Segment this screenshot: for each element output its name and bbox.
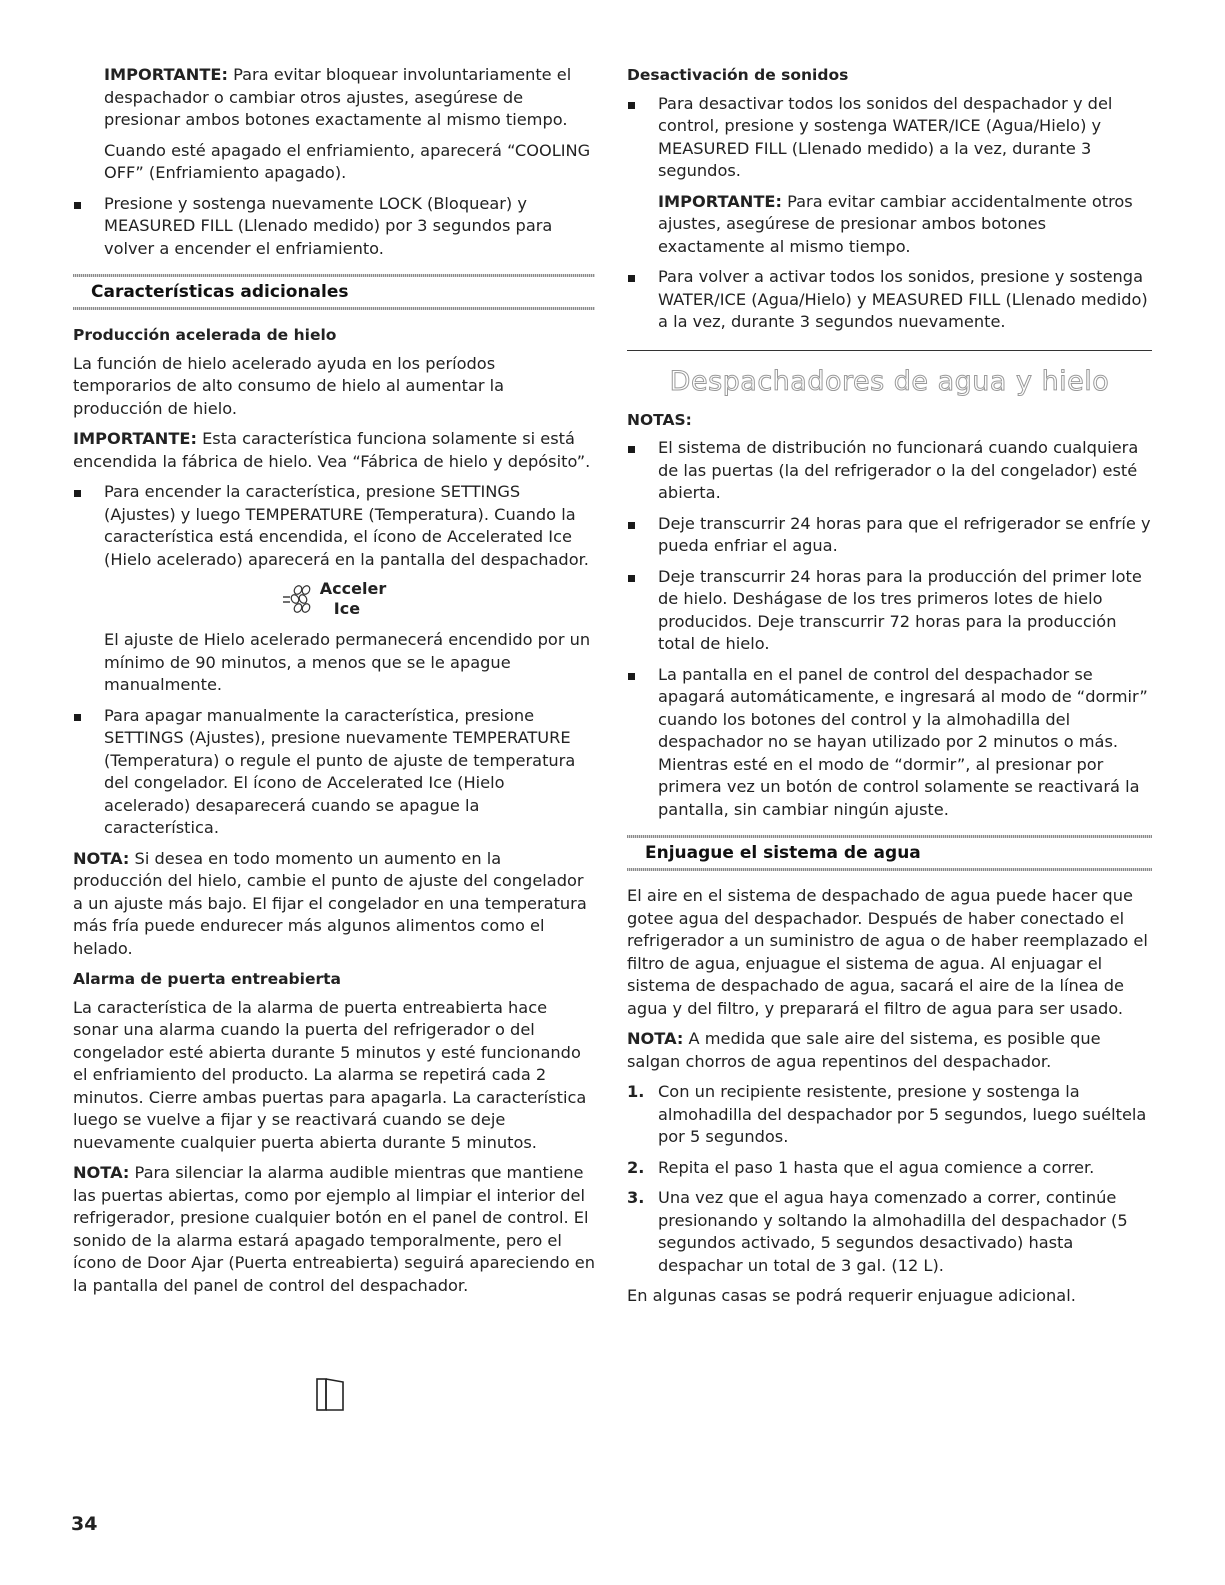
step-text: Con un recipiente resistente, presione y sostenga la almohadilla del despachador por 5 segundos, luego suéltela por 5 segundos. (658, 1082, 1147, 1146)
section-title-dispensers: Despachadores de agua y hielo (669, 365, 1110, 397)
note-silence-alarm (73, 1162, 595, 1297)
note-air-sputter (627, 1028, 1152, 1073)
flush-intro: El aire en el sistema de despachado de agua puede hacer que gotee agua del despachador. Después de haber conectado el refrigerador a un suministro de agua o de haber reemplazado el filtro de agua, enjuague el sistema de agua. Al enjuagar el sistema de despachado de agua, sacará el aire de la línea de agua y del filtro, y preparará el filtro de agua para ser usado. (627, 886, 1148, 1018)
section-divider (627, 350, 1152, 351)
subheading-door-ajar-alarm: Alarma de puerta entreabierta (73, 970, 341, 988)
cooling-off-text: Cuando esté apagado el enfriamiento, aparecerá “COOLING OFF” (Enfriamiento apagado). (104, 140, 591, 182)
note-item-doors: El sistema de distribución no funcionará cuando cualquiera de las puertas (la del refrigerador o la del congelador) esté abierta. (627, 437, 1152, 505)
important-text: Para evitar cambiar accidentalmente otros ajustes, asegúrese de presionar ambos botones exactamente al mismo tiempo. (658, 191, 1133, 256)
note-text: A medida que sale aire del sistema, es posible que salgan chorros de agua repentinos del despachador. (627, 1029, 1101, 1071)
accelerated-ice-icon (282, 582, 316, 616)
important-label: IMPORTANTE: (104, 65, 228, 84)
step-number: 3. (627, 1188, 645, 1207)
step-2 (627, 1157, 1152, 1180)
door-ajar-description: La característica de la alarma de puerta entreabierta hace sonar una alarma cuando la puerta del refrigerador o del congelador esté abierta durante 5 minutos y esté funcionando el enfriamiento del producto. La alarma se repetirá cada 2 minutos. Cierre ambas puertas para apagarla. La característica luego se vuelve a fijar y se reactivará cuando se deje nuevamente cualquier puerta abierta durante 5 minutos. (73, 997, 587, 1152)
note-item-ice-batches: Deje transcurrir 24 horas para la producción del primer lote de hielo. Deshágase de los tres primeros lotes de hielo producidos. Deje transcurrir 72 horas para la producción total de hielo. (627, 566, 1152, 656)
subheading-accelerated-ice: Producción acelerada de hielo (73, 326, 337, 344)
section-header-additional-features: Características adicionales (73, 274, 595, 310)
notes-label: NOTAS: (627, 410, 692, 429)
section-header-flush-water: Enjuague el sistema de agua (627, 835, 1152, 871)
step-number: 2. (627, 1157, 645, 1177)
accelerated-ice-indicator (73, 579, 595, 619)
important-note-icemaker (73, 428, 595, 473)
icon-label-line-2: Ice (333, 599, 361, 618)
note-freezer-setpoint (73, 848, 595, 961)
important-label: IMPORTANTE: (73, 429, 197, 448)
note-label: NOTA: (73, 848, 130, 868)
left-column (73, 64, 595, 1305)
important-note-lock (73, 64, 595, 132)
bullet-enable-sounds: Para volver a activar todos los sonidos, presione y sostenga WATER/ICE (Agua/Hielo) y MEASURED FILL (Llenado medido) a la vez, durante 3 segundos nuevamente. (627, 266, 1152, 334)
icon-label-line-1: Acceler (319, 579, 387, 598)
important-text: Esta característica funciona solamente si está encendida la fábrica de hielo. Vea “Fábrica de hielo y depósito”. (73, 429, 591, 471)
note-item-sleep-mode: La pantalla en el panel de control del despachador se apagará automáticamente, e ingresará al modo de “dormir” cuando los botones del control y la almohadilla del despachador no se hayan utilizado por 2 minutos o más. Mientras esté en el modo de “dormir”, al presionar por primera vez un botón de control solamente se reactivará la pantalla, sin cambiar ningún ajuste. (627, 664, 1152, 822)
additional-flush-note: En algunas casas se podrá requerir enjuague adicional. (627, 1286, 1076, 1305)
note-text: Si desea en todo momento un aumento en la producción del hielo, cambie el punto de ajuste del congelador a un ajuste más bajo. El fijar el congelador en una temperatura más fría puede endurecer más algunos alimentos como el helado. (73, 848, 587, 958)
page-number: 34 (71, 1513, 98, 1535)
important-text: Para evitar bloquear involuntariamente el despachador o cambiar otros ajustes, asegúrese de presionar ambos botones exactamente al mismo tiempo. (104, 65, 572, 129)
note-label: NOTA: (73, 1163, 130, 1182)
accelerated-ice-icon-label (320, 579, 386, 619)
bullet-lock-again: Presione y sostenga nuevamente LOCK (Bloquear) y MEASURED FILL (Llenado medido) por 3 segundos para volver a encender el enfriamiento. (73, 193, 595, 261)
note-item-cooling: Deje transcurrir 24 horas para que el refrigerador se enfríe y pueda enfriar el agua. (627, 513, 1152, 558)
step-text: Repita el paso 1 hasta que el agua comience a correr. (658, 1157, 1095, 1177)
important-label: IMPORTANTE: (658, 191, 782, 211)
bullet-disable-sounds: Para desactivar todos los sonidos del despachador y del control, presione y sostenga WATER/ICE (Agua/Hielo) y MEASURED FILL (Llenado medido) a la vez, durante 3 segundos. (627, 93, 1152, 183)
bullet-turn-off-accelerated: Para apagar manualmente la característica, presione SETTINGS (Ajustes), presione nuevamente TEMPERATURE (Temperatura) o regule el punto de ajuste de temperatura del congelador. El ícono de Accelerated Ice (Hielo acelerado) desaparecerá cuando se apague la característica. (73, 705, 595, 840)
accelerated-ice-duration: El ajuste de Hielo acelerado permanecerá encendido por un mínimo de 90 minutos, a menos que se le apague manualmente. (104, 630, 591, 694)
important-note-sounds (627, 191, 1152, 259)
note-text: Para silenciar la alarma audible mientras que mantiene las puertas abiertas, como por ejemplo al limpiar el interior del refrigerador, presione cualquier botón en el panel de control. El sonido de la alarma estará apagado temporalmente, pero el ícono de Door Ajar (Puerta entreabierta) seguirá apareciendo en la pantalla del panel de control del despachador. (73, 1163, 595, 1295)
step-3 (627, 1187, 1152, 1277)
right-column (627, 64, 1152, 1316)
step-text: Una vez que el agua haya comenzado a correr, continúe presionando y soltando la almohadilla del despachador (5 segundos activado, 5 segundos desactivado) hasta despachar un total de 3 gal. (12 L). (658, 1188, 1128, 1275)
accelerated-ice-intro: La función de hielo acelerado ayuda en los períodos temporarios de alto consumo de hielo al aumentar la producción de hielo. (73, 353, 505, 418)
step-1 (627, 1081, 1152, 1149)
bullet-turn-on-accelerated: Para encender la característica, presione SETTINGS (Ajustes) y luego TEMPERATURE (Temperatura). Cuando la característica está encendida, el ícono de Accelerated Ice (Hielo acelerado) aparecerá en la pantalla del despachador. (73, 481, 595, 571)
step-number: 1. (627, 1082, 645, 1101)
subheading-disable-sounds: Desactivación de sonidos (627, 66, 849, 84)
note-label: NOTA: (627, 1029, 684, 1048)
door-ajar-icon (313, 1376, 347, 1414)
